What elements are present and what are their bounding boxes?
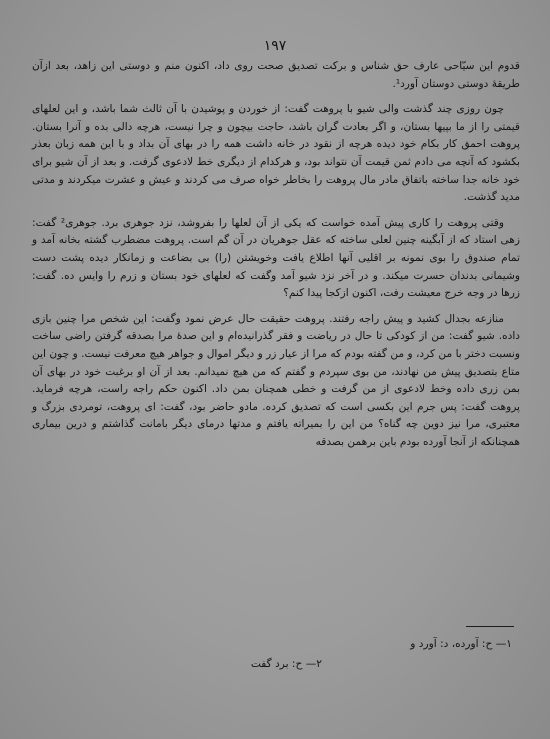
footnotes <box>42 634 512 674</box>
footnote-2: ۲— ح: برد گفت <box>250 658 322 670</box>
footnote-divider <box>466 626 514 627</box>
footnote-1: ۱— ح: آورده، د: آورد و <box>410 638 512 650</box>
paragraph: چون روزی چند گذشت والی شیو با پروهت گفت: از خوردن و پوشیدن با آن ثالث شما باشد، و این لعلهای قیمتی را از ما بپیها بستان، و اگر بعادت گران باشد، حاجت بیچون و چرا نیست، هرچه دالی بده و آنرا بستان. پروهت احمق کار بکام خود دیده هرچه از نقود در خانه داشت همه را در بهای آن بداد و با این همه زبان بعذر بکشود که آنچه می دادم ثمن قیمت آن نتواند بود، و هرکدام از دیگری خط لادعوی گرفت. و بعد از آن شیو برای خود خانه جدا ساخته باتفاق مادر مال پروهت را بخاطر خواه صرف می کردند و عیش و عشرت میکردند و مدتی مدید گذشت. <box>32 103 520 204</box>
page-number: ۱۹۷ <box>263 38 287 54</box>
paragraph: قدوم این سیّاحی عارف حق شناس و برکت تصدیق صحت روی داد، اکنون منم و دوستی این زاهد، بعد ازآن طریقهٔ دوستی دوستان آورد¹. <box>32 60 520 90</box>
paragraph: منازعه بجدال کشید و پیش راجه رفتند. پروهت حقیقت حال عرض نمود وگفت: این شخص مرا چنین بازی داده. شیو گفت: من از کودکی تا حال در ریاضت و فقر گذرانیده‌ام و این صدهٔ مرا بصدقه گرفتن راضی ساخت ونسبت دختر با من کرد، و من گفته بودم که مرا از عیار زر و دیگر اموال و جواهر هیچ معرفت نیست. و چون این متاع بتصدیق پیش من نهادند، من بوی سپردم و گفتم که من هیچ نمیدانم. بعد از آن او برغبت خود در بهای آن بمن زری داده وخط لادعوی از من گرفت و خطی همچنان بمن داد. اکنون حکم راجه راست، هرچه فرماید. پروهت گفت: پس جرم این بکسی است که تصدیق کرده. مادو حاضر بود، گفت: ای پروهت، تومردی بزرگ و معتبری، مرا نیز دوین چه گناه؟ من این را بمیراته یافتم و مدتها درمای دیگر بامانت گذاشتم و درین بیماری همچنانکه از آنجا آورده بودم باین برهمن بصدقه <box>32 312 520 448</box>
body-text <box>32 58 520 451</box>
paragraph: وقتی پروهت را کاری پیش آمده خواست که یکی از آن لعلها را بفروشد، نزد جوهری برد. جوهری² گفت: زهی استاد که از آبگینه چنین لعلی ساخته که عقل جوهریان در آن گم است. پروهت مضطرب گشته بخانه آمد و تمام صندوق را بوی نمونه بر اقلیی آنها اطلاع یافت وخویشتن (را) بی بضاعت و زمانکار دیده پشت دست وشیمانی بدندان حسرت میکند. و در آخر نزد شیو آمد وگفت که لعلهای خود بستان و زرم را وایس ده. گفت: زرها در وجه خرج معیشت رفت، اکنون ازکجا پیدا کنم؟ <box>32 216 520 300</box>
